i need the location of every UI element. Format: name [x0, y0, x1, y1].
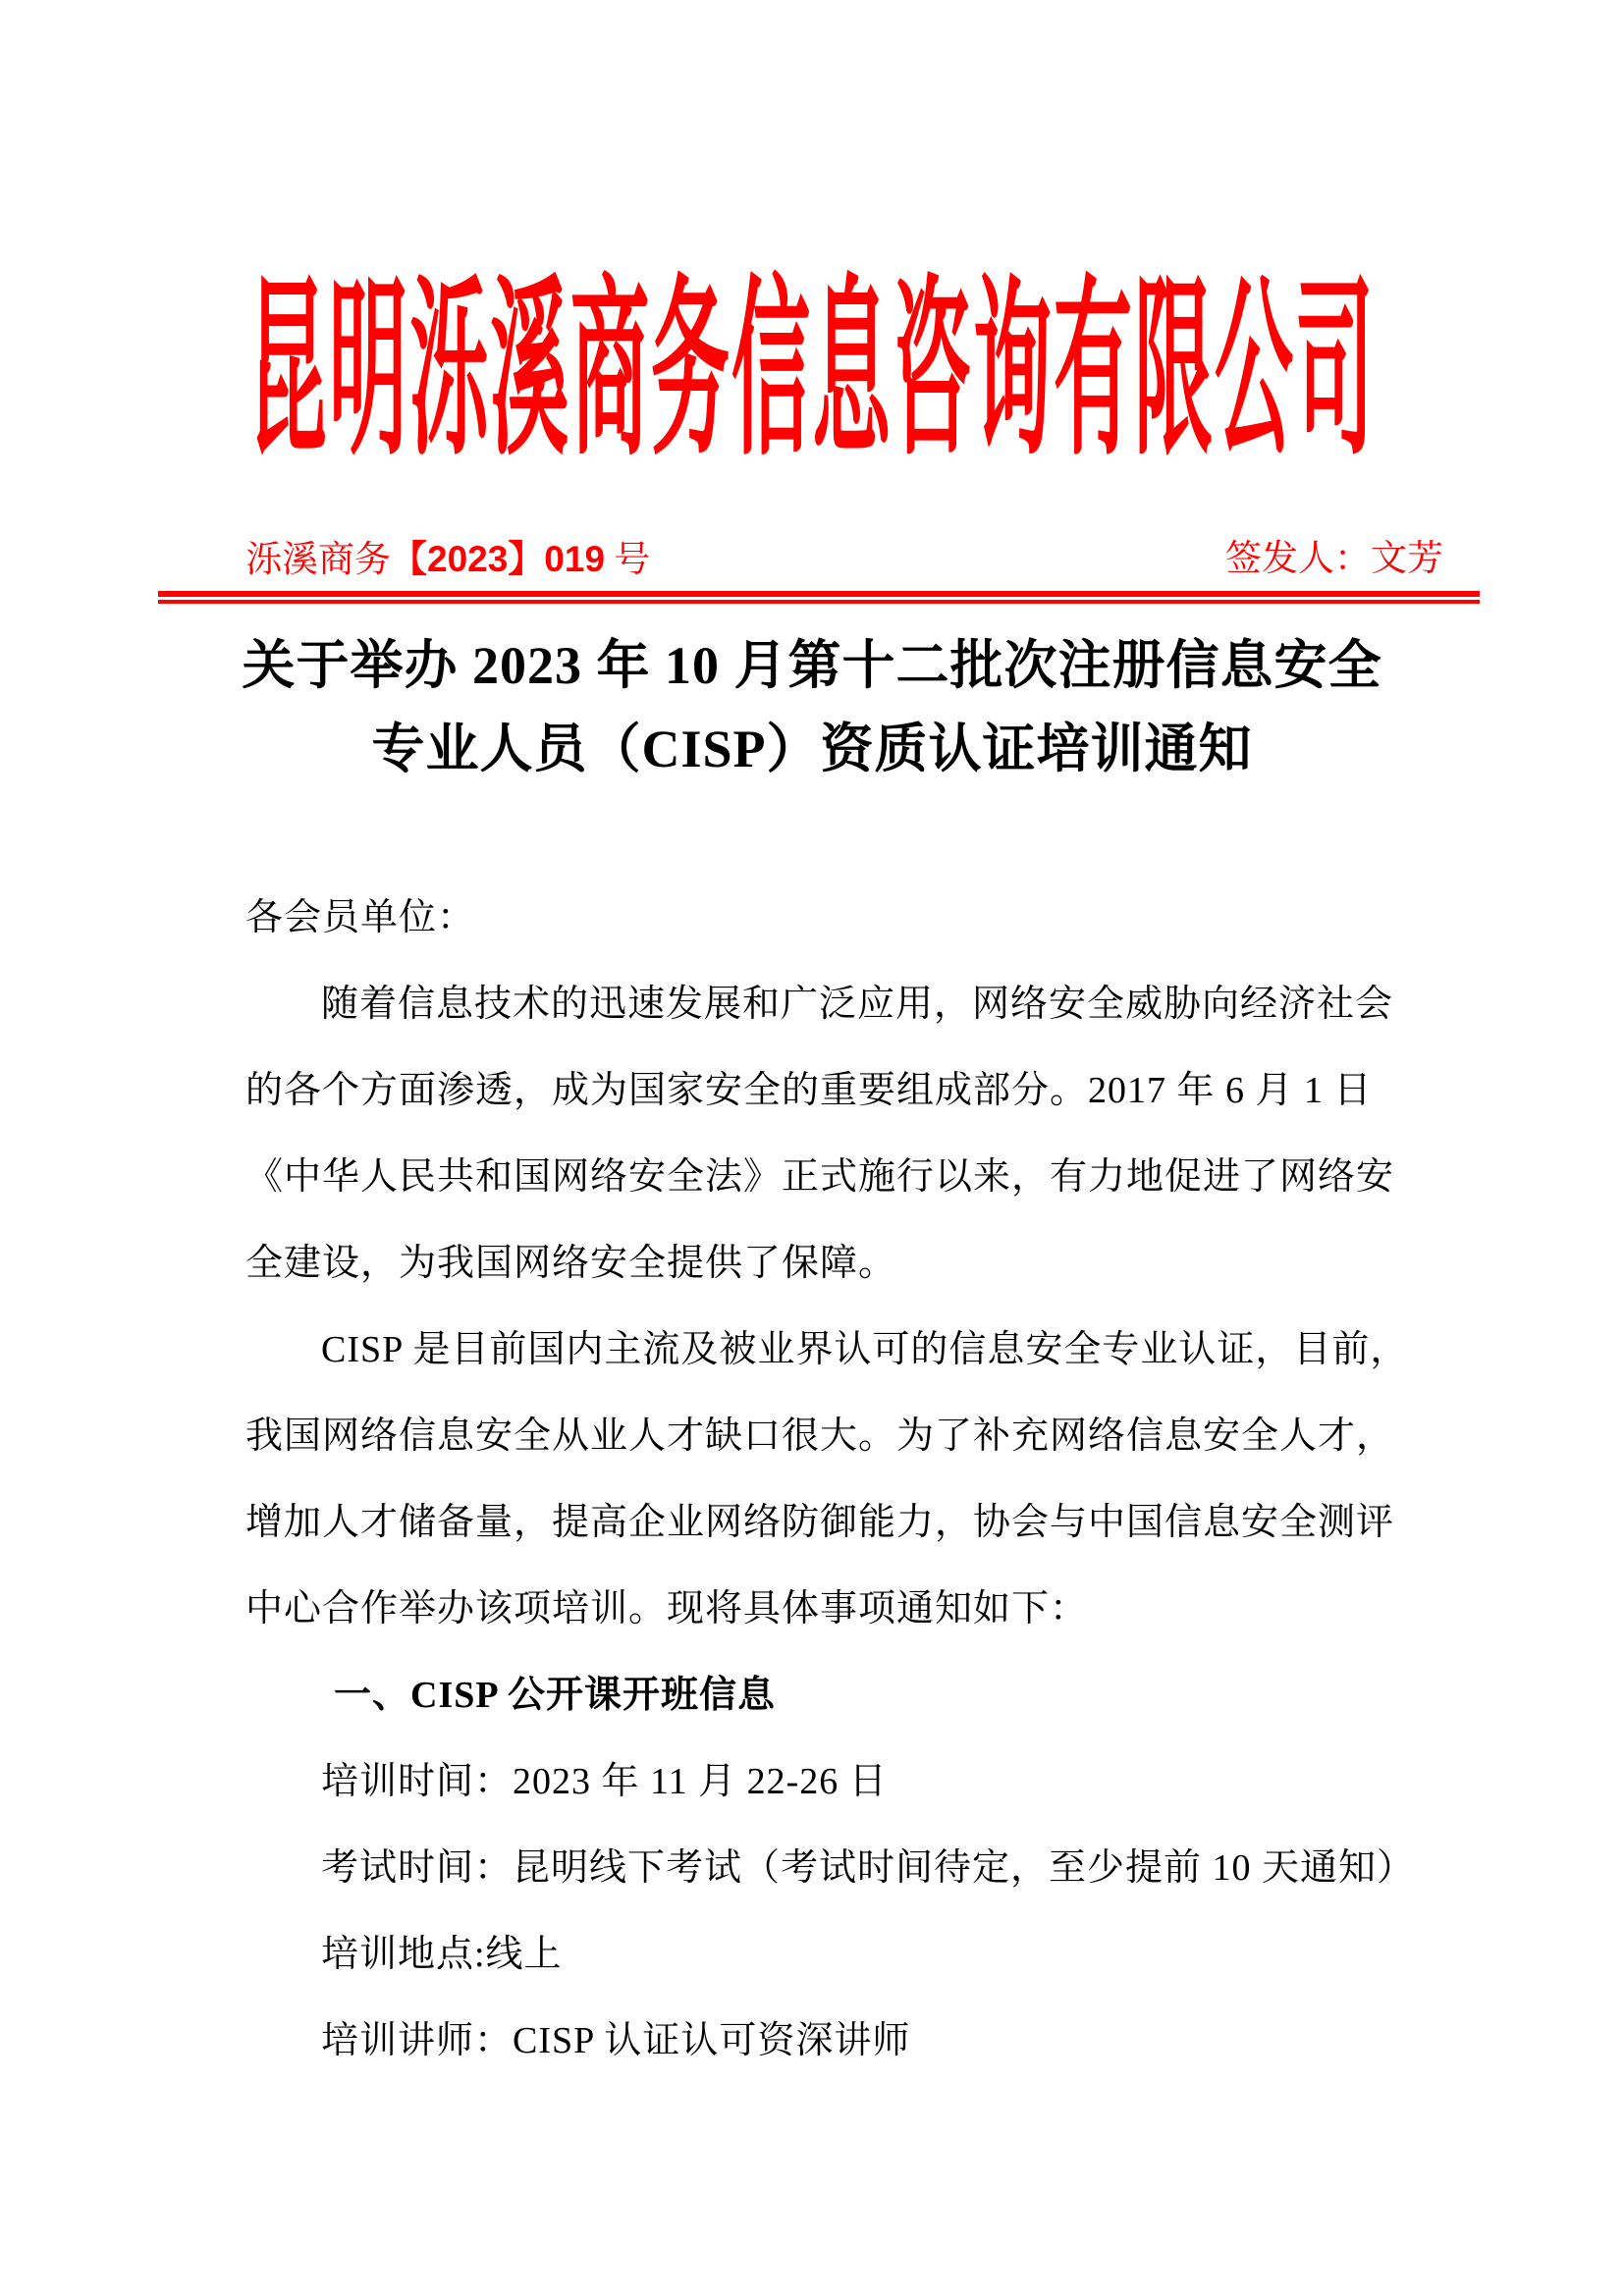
- doc-title-line1: 关于举办 2023 年 10 月第十二批次注册信息安全: [242, 636, 1382, 695]
- body-line: 中心合作举办该项培训。现将具体事项通知如下：: [245, 1588, 1089, 1629]
- body-line: 我国网络信息安全从业人才缺口很大。为了补充网络信息安全人才，: [245, 1415, 1395, 1457]
- company-masthead: 昆明泺溪商务信息咨询有限公司: [248, 262, 1376, 477]
- issue-row: [0, 538, 1624, 581]
- issuer-label: 签发人：文芳: [1225, 539, 1443, 579]
- body-line: 增加人才储备量，提高企业网络防御能力，协会与中国信息安全测评: [245, 1502, 1395, 1543]
- doc-number-prefix: 泺溪商务: [245, 540, 391, 580]
- body-line: 全建设，为我国网络安全提供了保障。: [245, 1243, 897, 1284]
- doc-number-value: 【2023】019: [391, 539, 606, 579]
- body-line-salutation: 各会员单位：: [245, 897, 476, 938]
- body-line-training-place: 培训地点:线上: [321, 1934, 563, 1975]
- doc-title-line2: 专业人员（CISP）资质认证培训通知: [371, 720, 1253, 778]
- body-line-exam-time: 考试时间：昆明线下考试（考试时间待定，至少提前 10 天通知）: [321, 1847, 1416, 1889]
- red-header-rule: [158, 591, 1480, 604]
- doc-number: [245, 538, 650, 582]
- body-line: 的各个方面渗透，成为国家安全的重要组成部分。2017 年 6 月 1 日: [245, 1070, 1373, 1111]
- body-line: 《中华人民共和国网络安全法》正式施行以来，有力地促进了网络安: [245, 1156, 1395, 1198]
- doc-number-suffix: 号: [605, 540, 651, 580]
- body-line-training-teacher: 培训讲师：CISP 认证认可资深讲师: [321, 2020, 911, 2061]
- body-line: CISP 是目前国内主流及被业界认可的信息安全专业认证，目前，: [321, 1329, 1409, 1370]
- body-line-training-time: 培训时间：2023 年 11 月 22-26 日: [321, 1761, 888, 1802]
- section-heading-cisp-info: 一、CISP 公开课开班信息: [334, 1675, 776, 1716]
- body-line: 随着信息技术的迅速发展和广泛应用，网络安全威胁向经济社会: [321, 984, 1394, 1025]
